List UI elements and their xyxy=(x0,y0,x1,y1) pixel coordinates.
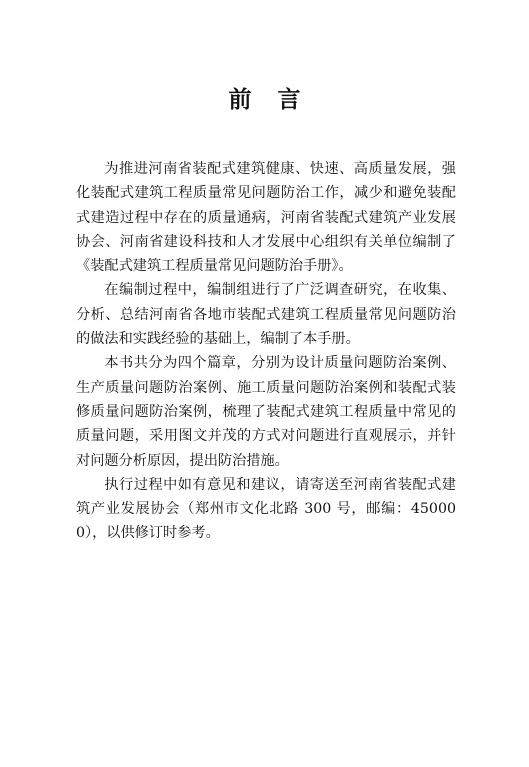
paragraph-3: 本书共分为四个篇章，分别为设计质量问题防治案例、生产质量问题防治案例、施工质量问题防治案例和装配式装修质量问题防治案例，梳理了装配式建筑工程质量中常见的质量问题，采用图文并茂的方式对问题进行直观展示，并针对问题分析原因，提出防治措施。 xyxy=(76,355,456,469)
paragraph-2: 在编制过程中，编制组进行了广泛调查研究，在收集、分析、总结河南省各地市装配式建筑工程质量常见问题防治的做法和实践经验的基础上，编制了本手册。 xyxy=(76,282,456,348)
page-title: 前言 xyxy=(228,86,327,113)
preface-body xyxy=(76,157,456,546)
paragraph-1: 为推进河南省装配式建筑健康、快速、高质量发展，强化装配式建筑工程质量常见问题防治工作，减少和避免装配式建造过程中存在的质量通病，河南省装配式建筑产业发展协会、河南省建设科技和人才发展中心组织有关单位编制了《装配式建筑工程质量常见问题防治手册》。 xyxy=(76,161,456,275)
paragraph-4: 执行过程中如有意见和建议，请寄送至河南省装配式建筑产业发展协会（郑州市文化北路 300 号，邮编：450000），以供修订时参考。 xyxy=(76,476,456,542)
